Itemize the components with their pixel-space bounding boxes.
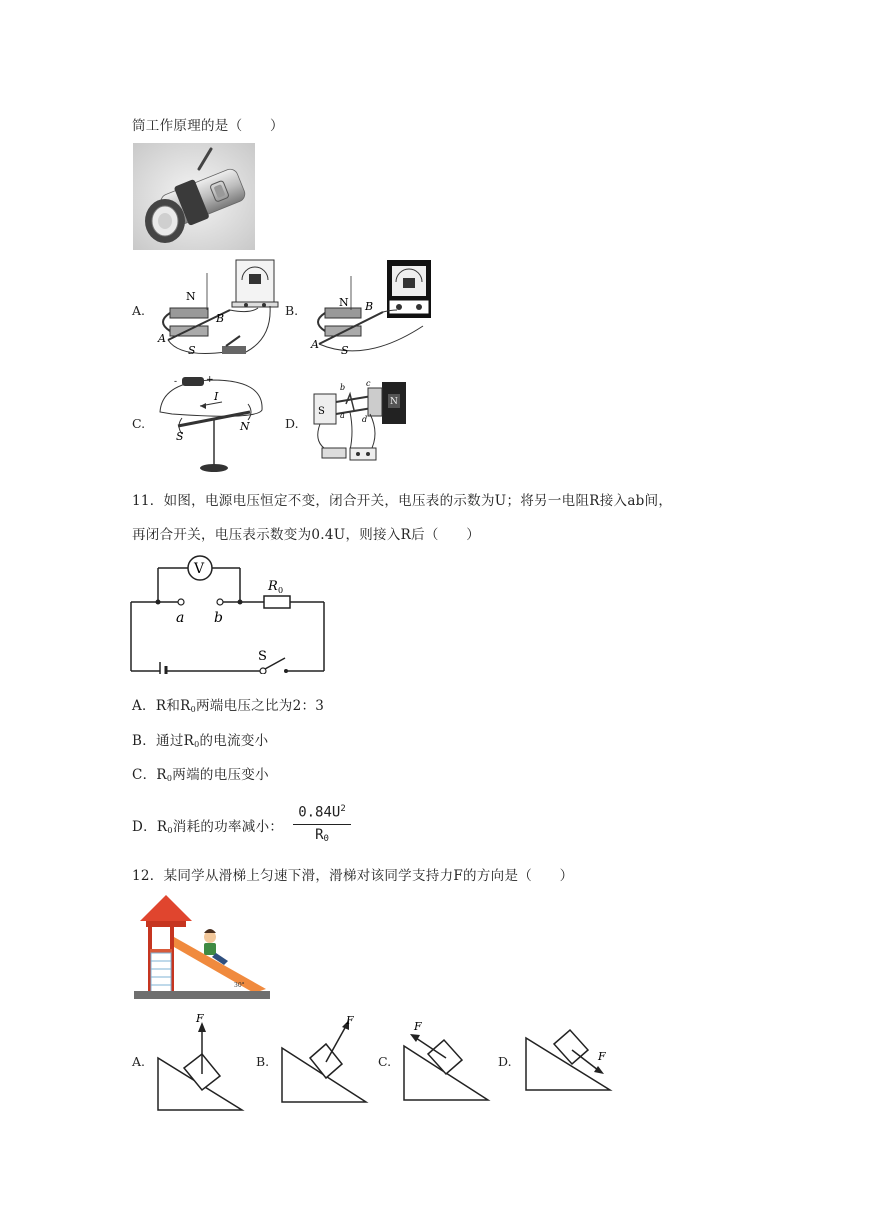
terminal-b-label: b: [214, 610, 223, 626]
q12-option-d-label: D.: [498, 1054, 512, 1069]
pole-s-label: S: [176, 430, 184, 443]
q11-option-b: B．通过$R_0$的电流变小: [132, 733, 269, 749]
q12-option-b-figure: [276, 1010, 372, 1106]
force-f-label: F: [346, 1014, 354, 1027]
d-b-label: b: [340, 383, 346, 392]
q12-option-c-label: C.: [378, 1054, 392, 1069]
q11-line-2: 再闭合开关，电压表示数变为0.4U，则接入R后（ ）: [132, 527, 481, 543]
force-f-label: F: [196, 1012, 204, 1025]
q11-formula: $0.84U^2$ $R_0$: [289, 799, 355, 849]
q12-option-d-figure: [520, 1020, 616, 1094]
svg-text:-: -: [174, 377, 178, 387]
d-c-label: c: [366, 379, 371, 388]
q10-option-a-figure: [150, 258, 280, 366]
q10-option-b-label: B.: [285, 303, 299, 318]
q11-circuit-diagram: [130, 552, 330, 674]
switch-s-label: S: [258, 649, 267, 664]
pole-n-label: N: [240, 420, 250, 433]
r0-label: R: [268, 579, 278, 594]
magnet-n-label: N: [339, 296, 349, 309]
q12-option-c-figure: [398, 1016, 494, 1106]
slide-angle-label: 30°: [234, 982, 245, 989]
force-f-label: F: [598, 1050, 606, 1063]
rod-b-label: B: [365, 300, 374, 313]
rod-b-label: B: [216, 312, 225, 325]
q10-option-b-figure: [305, 258, 437, 364]
q11-option-d: D．$R_0$消耗的功率减小：: [132, 819, 284, 835]
svg-text:+: +: [206, 375, 214, 385]
magnet-s-label: S: [188, 344, 196, 357]
rod-a-label: A: [158, 332, 166, 345]
r0-sub: 0: [278, 586, 284, 595]
q11-option-c: C．$R_0$两端的电压变小: [132, 767, 269, 783]
q10-option-a-label: A.: [132, 303, 146, 318]
q10-option-c-label: C.: [132, 416, 146, 431]
q11-line-1: 11．如图，电源电压恒定不变，闭合开关，电压表的示数为U；将另一电阻R接入ab间，: [132, 493, 673, 509]
rod-a-label: A: [311, 338, 319, 351]
q11-option-a: A．R和$R_0$两端电压之比为2：3: [132, 698, 325, 714]
q12-text: 12．某同学从滑梯上匀速下滑，滑梯对该同学支持力F的方向是（ ）: [132, 868, 574, 884]
magnet-n-label: N: [186, 290, 196, 303]
d-n-label: N: [390, 397, 398, 407]
q12-option-a-label: A.: [132, 1054, 146, 1069]
d-d-label: d: [362, 415, 368, 424]
q10-option-d-label: D.: [285, 416, 299, 431]
d-s-label: S: [318, 406, 325, 417]
q10-option-d-figure: [310, 374, 410, 474]
q12-option-b-label: B.: [256, 1054, 270, 1069]
slide-scene-image: [134, 893, 270, 999]
q10-option-c-figure: [152, 372, 270, 476]
q10-text: 筒工作原理的是（ ）: [132, 118, 284, 134]
d-a-label: a: [340, 411, 345, 420]
magnet-s-label: S: [341, 344, 349, 357]
q12-option-a-figure: [150, 1010, 250, 1114]
voltmeter-label: V: [194, 561, 205, 577]
force-f-label: F: [414, 1020, 422, 1033]
terminal-a-label: a: [176, 610, 185, 626]
flashlight-image: [133, 143, 255, 250]
current-i-label: I: [214, 390, 219, 403]
